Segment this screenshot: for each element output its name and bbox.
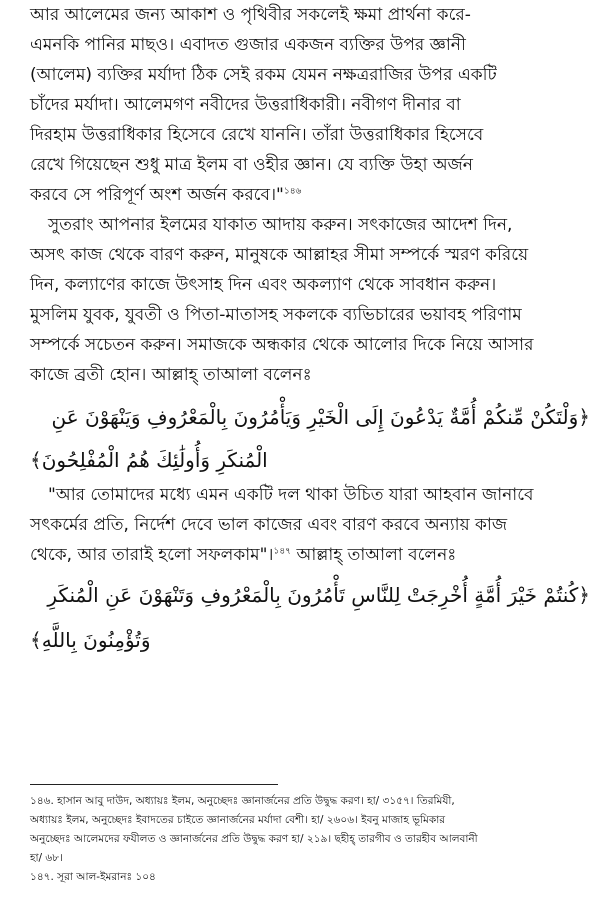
paragraph-3	[30, 480, 590, 570]
text-line: রেখে গিয়েছেন শুধু মাত্র ইলম বা ওহীর জ্ঞান। যে ব্যক্তি উহা অর্জন	[30, 155, 473, 175]
text-line: সুতরাং আপনার ইলমের যাকাত আদায় করুন। সৎকাজের আদেশ দিন,	[48, 215, 513, 235]
text-line: আর আলেমের জন্য আকাশ ও পৃথিবীর সকলেই ক্ষমা প্রার্থনা করে-	[30, 5, 471, 25]
arabic-verse-line: ﴿وَلْتَكُنْ مِّنكُمْ أُمَّةٌ يَدْعُونَ إِلَى الْخَيْرِ وَيَأْمُرُونَ بِالْمَعْرُوفِ وَيَنْهَوْنَ عَنِ	[51, 405, 590, 429]
text-line: এমনকি পানির মাছও। এবাদত গুজার একজন ব্যক্তির উপর জ্ঞানী	[30, 35, 466, 55]
footnote-line: হা/ ৬৮।	[30, 852, 63, 864]
footnote-line: ১৪৭. সূরা আল-ইমরানঃ ১০৪	[30, 871, 156, 883]
text-segment: আল্লাহ্ তাআলা বলেনঃ	[296, 545, 457, 565]
text-line: কাজে ব্রতী হোন। আল্লাহ্ তাআলা বলেনঃ	[30, 365, 312, 385]
quran-verse-2	[30, 570, 590, 660]
footnote-divider	[30, 784, 278, 785]
text-line: "আর তোমাদের মধ্যে এমন একটি দল থাকা উচিত যারা আহবান জানাবে	[48, 485, 534, 505]
main-text	[30, 0, 590, 660]
text-segment: থেকে, আর তারাই হলো সফলকাম"।	[30, 545, 274, 565]
text-line: অসৎ কাজ থেকে বারণ করুন, মানুষকে আল্লাহর সীমা সম্পর্কে স্মরণ করিয়ে	[30, 245, 529, 265]
footnotes	[30, 792, 590, 887]
footnote-line: অনুচ্ছেদঃ আলেমদের ফযীলত ও জ্ঞানার্জনের প্রতি উদ্বুদ্ধ করণ হা/ ২১৯। ছহীহ্ তারগীব ও তারহীব আলবানী	[30, 833, 478, 845]
paragraph-1	[30, 0, 590, 210]
text-line: মুসলিম যুবক, যুবতী ও পিতা-মাতাসহ সকলকে ব্যভিচারের ভয়াবহ পরিণাম	[30, 305, 522, 325]
text-line	[30, 180, 590, 210]
arabic-verse-line: وَتُؤْمِنُونَ بِاللَّهِ﴾	[30, 628, 151, 652]
paragraph-2	[30, 210, 590, 390]
footnote-ref-147[interactable]: ১৪৭	[273, 546, 292, 557]
footnote-ref-146[interactable]: ১৪৬	[283, 186, 302, 197]
footnote-line: অধ্যায়ঃ ইলম, অনুচ্ছেদঃ ইবাদতের চাইতে জ্ঞানার্জনের মর্যাদা বেশী। হা/ ২৬০৬। ইবনু মাজাহ ভূমিকার	[30, 814, 446, 826]
quran-verse-1	[30, 390, 590, 480]
text-line	[30, 540, 590, 570]
text-line: (আলেম) ব্যক্তির মর্যাদা ঠিক সেই রকম যেমন নক্ষত্ররাজির উপর একটি	[30, 65, 497, 85]
text-segment: করবে সে পরিপূর্ণ অংশ অর্জন করবে।"	[30, 185, 284, 205]
footnote-line: ১৪৬. হাসান আবু দাউদ, অধ্যায়ঃ ইলম, অনুচ্ছেদঃ জ্ঞানার্জনের প্রতি উদ্বুদ্ধ করণ। হা/ ৩১৫৭। তিরমিযী,	[30, 795, 455, 807]
text-line: সৎকর্মের প্রতি, নির্দেশ দেবে ভাল কাজের এবং বারণ করবে অন্যায় কাজ	[30, 515, 508, 535]
text-line: দিরহাম উত্তরাধিকার হিসেবে রেখে যাননি। তাঁরা উত্তরাধিকার হিসেবে	[30, 125, 484, 145]
text-line: সম্পর্কে সচেতন করুন। সমাজকে অন্ধকার থেকে আলোর দিকে নিয়ে আসার	[30, 335, 534, 355]
arabic-verse-line: ﴿كُنتُمْ خَيْرَ أُمَّةٍ أُخْرِجَتْ لِلنَّاسِ تَأْمُرُونَ بِالْمَعْرُوفِ وَتَنْهَوْنَ عَنِ الْمُنكَرِ	[47, 583, 590, 607]
text-line: চাঁদের মর্যাদা। আলেমগণ নবীদের উত্তরাধিকারী। নবীগণ দীনার বা	[30, 95, 461, 115]
text-line: দিন, কল্যাণের কাজে উৎসাহ দিন এবং অকল্যাণ থেকে সাবধান করুন।	[30, 275, 497, 295]
arabic-verse-line: الْمُنكَرِ وَأُولَٰئِكَ هُمُ الْمُفْلِحُونَ﴾	[30, 448, 268, 472]
